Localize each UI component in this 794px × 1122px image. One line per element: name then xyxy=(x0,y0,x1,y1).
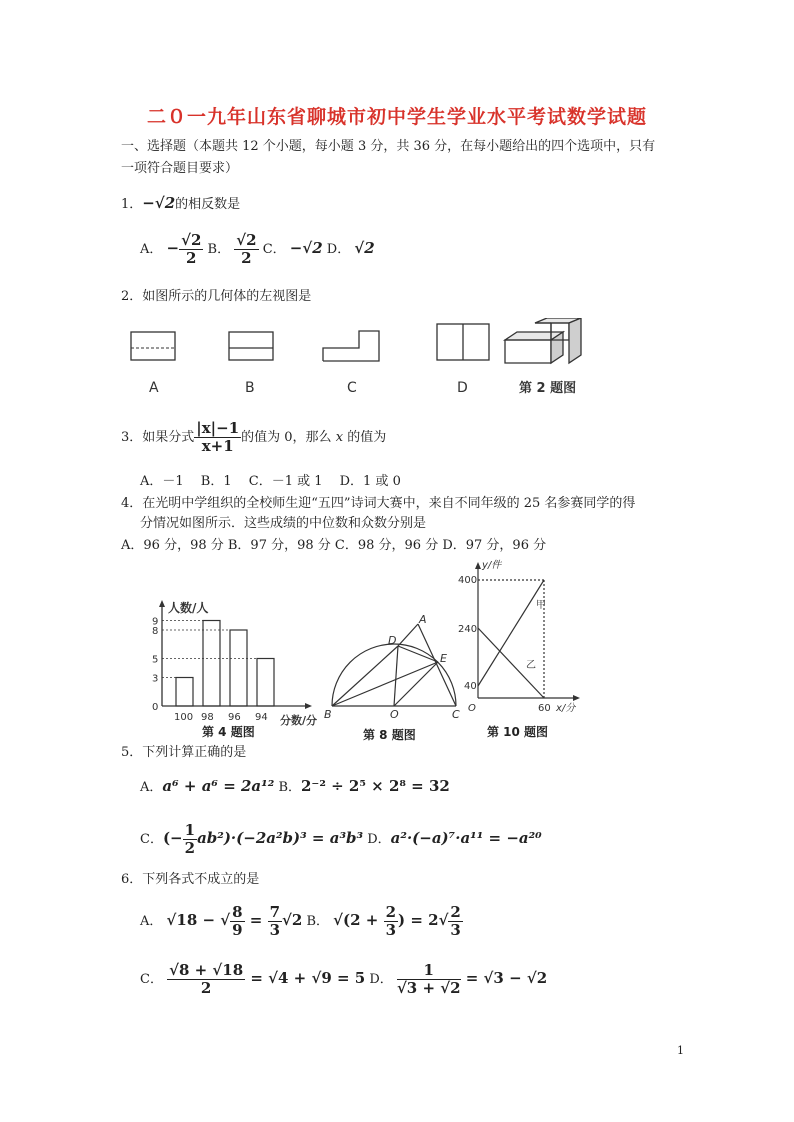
segment-oe xyxy=(394,662,438,706)
option-a-expr: a⁶ + a⁶ = 2a¹² xyxy=(162,777,275,795)
point-e-label: E xyxy=(440,652,447,665)
fraction-denominator: x+1 xyxy=(201,437,234,455)
segment-bd xyxy=(332,646,398,706)
point-b-label: B xyxy=(324,708,332,720)
option-b-frac2: $\frac{2}{3}$ xyxy=(450,903,461,939)
ytick-400: 400 xyxy=(458,575,478,586)
point-d-label: D xyxy=(388,634,397,647)
figure-8-caption: 第 8 题图 xyxy=(363,728,416,742)
question-5-options-ab xyxy=(140,776,450,798)
x-tick-label: 94 xyxy=(255,712,268,723)
y-tick-label: 3 xyxy=(152,673,159,685)
stem-suffix: 的值为 xyxy=(347,430,387,445)
option-b-frac1: $\frac{2}{3}$ xyxy=(385,903,397,939)
option-label-c: C． xyxy=(140,972,163,987)
question-5-stem: 5．下列计算正确的是 xyxy=(121,745,247,760)
question-number: 1． xyxy=(121,197,143,212)
point-c-label: C xyxy=(452,708,460,720)
origin-label: O xyxy=(468,703,476,714)
section-intro-line2: 一项符合题目要求） xyxy=(121,161,239,176)
option-a-fraction: $\frac{√2}{2}$ xyxy=(181,231,202,267)
segment-ac xyxy=(418,624,456,706)
y-tick-label: 0 xyxy=(152,702,159,713)
figure-10-caption: 第 10 题图 xyxy=(487,725,549,739)
segment-be xyxy=(332,662,438,706)
fraction-expression xyxy=(194,420,241,455)
x-tick-label: 98 xyxy=(201,712,214,723)
stem-expression: −√2 xyxy=(142,194,176,212)
question-1-options: A． − $\frac{√2}{2}$ B． $\frac{√2}{2}$ C． −√2 D． √2 xyxy=(140,231,375,267)
figure-4-caption: 第 4 题图 xyxy=(202,725,255,739)
variable-x: x xyxy=(335,430,344,445)
option-label-c: C． xyxy=(262,242,286,257)
ytick-40: 40 xyxy=(464,681,477,692)
option-label-a: A． xyxy=(140,780,163,795)
y-axis-arrow xyxy=(475,562,481,569)
x-axis-arrow xyxy=(573,695,580,701)
bar-98 xyxy=(203,621,220,707)
y-tick-label: 5 xyxy=(152,654,159,666)
x-tick-label: 96 xyxy=(228,712,241,723)
x-axis-label: 分数/分 xyxy=(280,714,318,727)
question-1-stem xyxy=(121,193,240,215)
segment-da xyxy=(398,624,418,646)
y-axis-label: 人数/人 xyxy=(168,601,209,615)
option-c-fraction: $\frac{√8 + √18}{2}$ xyxy=(169,961,244,997)
option-label-d: D． xyxy=(326,242,351,257)
bar-100 xyxy=(176,678,193,707)
question-2-figure xyxy=(125,318,595,400)
question-4-line1: 4．在光明中学组织的全校师生迎“五四”诗词大赛中，来自不同年级的 25 名参赛同学的得 xyxy=(121,496,636,511)
option-label-a: A． xyxy=(140,242,163,257)
question-6-options-ab: A． √18 − √ $\frac{8}{9}$ = $\frac{7}{3}$ √2 B． √(2 + $\frac{2}{3}$ ) = 2√ $\frac{2}{3}$ xyxy=(140,903,461,939)
option-c-expr: ab²)·(−2a²b)³ = a³b³ xyxy=(197,829,364,847)
page-number: 1 xyxy=(677,1044,684,1057)
option-b-expr: 2⁻² ÷ 2⁵ × 2⁸ = 32 xyxy=(301,777,450,795)
figure-10-graph xyxy=(456,558,586,718)
option-c-fraction: $\frac{1}{2}$ xyxy=(184,821,196,857)
option-label-b: B． xyxy=(306,914,330,929)
question-4-line2: 分情况如图所示．这些成绩的中位数和众数分别是 xyxy=(140,516,427,531)
figure-4-bar-chart xyxy=(140,596,325,744)
option-a-frac1: $\frac{8}{9}$ xyxy=(232,903,243,939)
ytick-240: 240 xyxy=(458,624,478,635)
option-a-frac2: $\frac{7}{3}$ xyxy=(269,903,281,939)
fraction-numerator: |x|−1 xyxy=(196,419,240,437)
option-label-b: B． xyxy=(278,780,301,795)
option-c-expr: −√2 xyxy=(289,239,323,257)
point-o-label: O xyxy=(390,708,399,720)
xtick-60: 60 xyxy=(538,703,551,714)
option-d-fraction: $\frac{1}{√3 + √2}$ xyxy=(396,961,461,997)
stem-prefix: 3．如果分式 xyxy=(121,430,195,445)
question-6-stem: 6．下列各式不成立的是 xyxy=(121,872,260,887)
section-intro-line1: 一、选择题（本题共 12 个小题，每小题 3 分，共 36 分，在每小题给出的四个选项中，只有 xyxy=(121,139,656,154)
option-label-b: B． xyxy=(207,242,231,257)
point-a-label: A xyxy=(419,613,427,626)
y-tick-label: 9 xyxy=(152,616,159,628)
option-label-d: D． xyxy=(367,832,391,847)
question-6-options-cd: C． $\frac{√8 + √18}{2}$ = √4 + √9 = 5 D． $\frac{1}{√3 + √2}$ = √3 − √2 xyxy=(140,961,548,997)
label-d: D xyxy=(457,380,468,396)
option-b-fraction: $\frac{√2}{2}$ xyxy=(236,231,257,267)
question-5-options-cd: C．(− $\frac{1}{2}$ ab²)·(−2a²b)³ = a³b³ D．a²·(−a)⁷·a¹¹ = −a²⁰ xyxy=(140,821,542,857)
label-jia: 甲 xyxy=(536,600,546,611)
page-title: 二０一九年山东省聊城市初中学生学业水平考试数学试题 xyxy=(146,106,647,128)
bar-94 xyxy=(257,659,274,707)
stem-middle: 的值为 0，那么 xyxy=(241,430,332,445)
y-axis-arrow xyxy=(159,600,165,607)
option-label-a: A． xyxy=(140,914,163,929)
stem-text: 的相反数是 xyxy=(175,197,241,212)
x-axis-arrow xyxy=(305,703,312,709)
y-tick-label: 8 xyxy=(152,626,159,637)
option-label-c: C． xyxy=(140,832,163,847)
question-3-stem xyxy=(121,420,386,455)
label-a: A xyxy=(149,380,159,396)
option-label-d: D． xyxy=(369,972,393,987)
segment-do xyxy=(394,646,398,706)
solid-figure xyxy=(505,318,581,363)
bar-96 xyxy=(230,630,247,706)
x-axis-label: x/分 xyxy=(556,703,576,714)
y-axis-label: y/件 xyxy=(482,560,502,571)
view-option-c xyxy=(323,331,379,361)
option-d-expr: a²·(−a)⁷·a¹¹ = −a²⁰ xyxy=(390,829,542,847)
semicircle-arc xyxy=(332,644,456,706)
label-b: B xyxy=(245,380,255,396)
option-d-expr: √2 xyxy=(354,239,375,257)
label-c: C xyxy=(347,380,357,396)
view-option-d xyxy=(437,324,489,360)
figure-8-geometry xyxy=(322,610,462,720)
view-option-b xyxy=(229,332,273,360)
figure-2-caption: 第 2 题图 xyxy=(519,381,577,396)
question-2-stem: 2．如图所示的几何体的左视图是 xyxy=(121,289,312,304)
view-option-a xyxy=(131,332,175,360)
question-3-options: A．－1 B．1 C．－1 或 1 D．1 或 0 xyxy=(140,474,401,489)
x-tick-label: 100 xyxy=(174,712,194,723)
question-4-options: A．96 分，98 分 B．97 分，98 分 C．98 分，96 分 D．97 分，96 分 xyxy=(121,538,547,553)
label-yi: 乙 xyxy=(526,660,536,671)
